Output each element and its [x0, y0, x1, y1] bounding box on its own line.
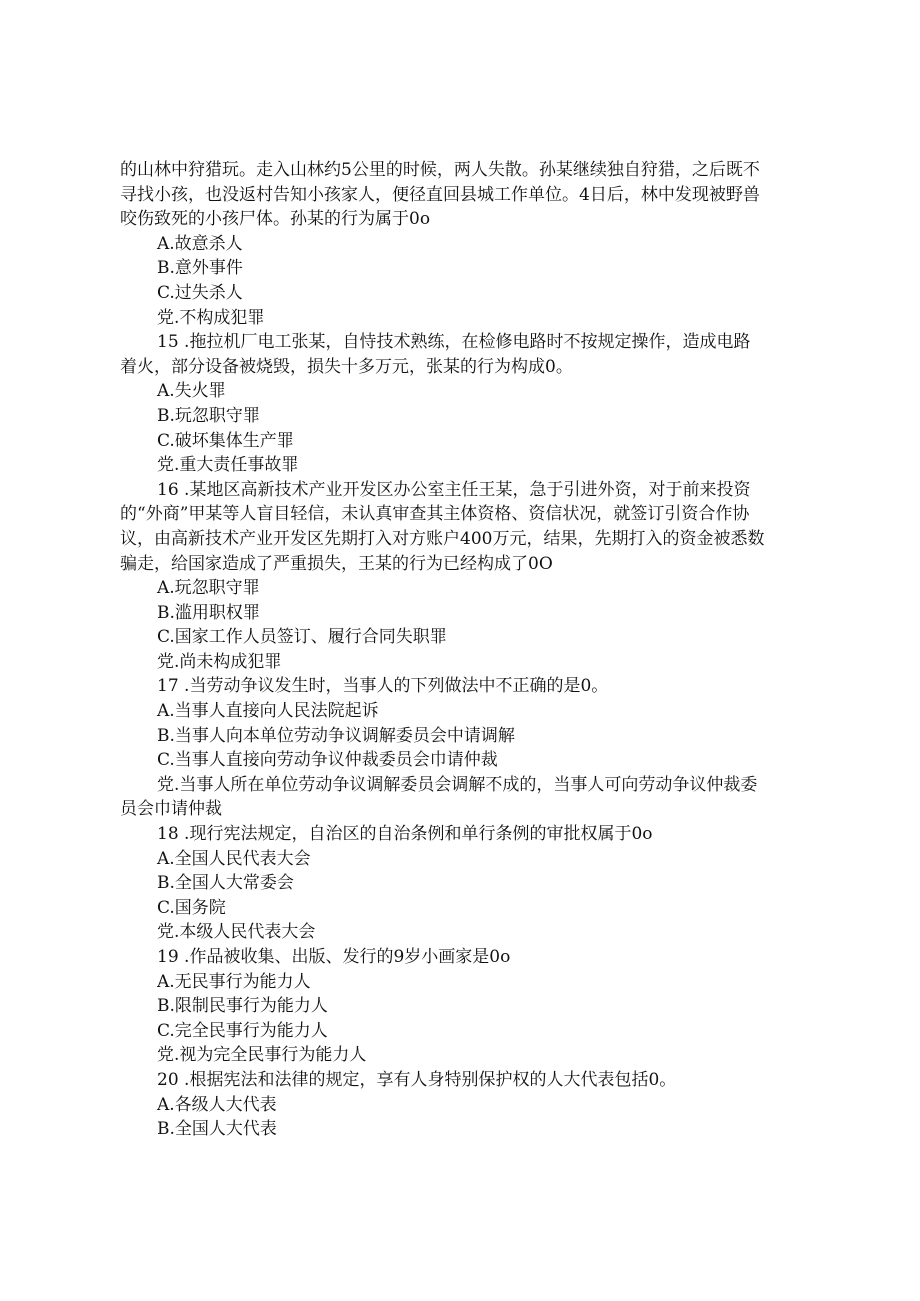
- option-b: B.玩忽职守罪: [157, 405, 260, 426]
- option-c: C.过失杀人: [157, 282, 243, 303]
- question-16-stem: 16 .某地区高新技术产业开发区办公室主任王某，急于引进外资，对于前来投资: [157, 479, 751, 500]
- option-a: A.全国人民代表大会: [157, 848, 311, 869]
- question-19-stem: 19 .作品被收集、出版、发行的9岁小画家是0o: [157, 947, 511, 967]
- question-16-stem: 议，由高新技术产业开发区先期打入对方账户400万元，结果，先期打入的资金被悉数: [120, 528, 765, 549]
- option-c: C.国家工作人员签订、履行合同失职罪: [157, 627, 447, 648]
- paragraph-line: 寻找小孩，也没返村告知小孩家人，便径直回县城工作单位。4日后，林中发现被野兽: [120, 184, 760, 205]
- question-18-stem: 18 .现行宪法规定，自治区的自治条例和单行条例的审批权属于0o: [157, 824, 653, 845]
- question-17-stem: 17 .当劳动争议发生时，当事人的下列做法中不正确的是0。: [157, 676, 609, 697]
- option-b: B.限制民事行为能力人: [157, 996, 328, 1017]
- question-20-stem: 20 .根据宪法和法律的规定，享有人身特别保护权的人大代表包括0。: [157, 1069, 677, 1090]
- option-b: B.全国人大常委会: [157, 873, 294, 894]
- option-a: A.无民事行为能力人: [157, 971, 311, 992]
- option-c: C.破坏集体生产罪: [157, 430, 294, 451]
- question-16-stem: 骗走，给国家造成了严重损失，王某的行为已经构成了0O: [120, 553, 553, 574]
- option-d: 党.尚未构成犯罪: [157, 651, 282, 672]
- question-15-stem: 15 .拖拉机厂电工张某，自恃技术熟练，在检修电路时不按规定操作，造成电路: [157, 332, 751, 353]
- option-a: A.各级人大代表: [157, 1094, 277, 1115]
- question-16-stem: 的“外商”甲某等人盲目轻信，未认真审查其主体资格、资信状况，就签订引资合作协: [120, 504, 750, 525]
- option-a: A.故意杀人: [157, 233, 243, 254]
- option-d-continued: 员会巾请仲裁: [120, 799, 222, 820]
- option-b: B.当事人向本单位劳动争议调解委员会中请调解: [157, 725, 515, 746]
- question-15-stem: 着火，部分设备被烧毁，损失十多万元，张某的行为构成0。: [120, 356, 573, 377]
- option-a: A.失火罪: [157, 381, 226, 402]
- paragraph-line: 咬伤致死的小孩尸体。孙某的行为属于0o: [120, 209, 431, 230]
- option-d: 党.当事人所在单位劳动争议调解委员会调解不成的，当事人可向劳动争议仲裁委: [157, 774, 758, 795]
- document-body: [120, 158, 816, 1142]
- option-d: 党.重大责任事故罪: [157, 455, 299, 476]
- option-b: B.滥用职权罪: [157, 602, 260, 623]
- option-d: 党.本级人民代表大会: [157, 922, 316, 943]
- option-b: B.全国人大代表: [157, 1119, 277, 1140]
- option-b: B.意外事件: [157, 258, 243, 279]
- option-d: 党.不构成犯罪: [157, 307, 265, 328]
- paragraph-line: 的山林中狩猎玩。走入山林约5公里的时候，两人失散。孙某继续独自狩猎，之后既不: [120, 160, 760, 180]
- option-a: A.玩忽职守罪: [157, 578, 260, 599]
- option-c: C.国务院: [157, 897, 226, 918]
- option-c: C.当事人直接向劳动争议仲裁委员会巾请仲裁: [157, 750, 498, 771]
- option-c: C.完全民事行为能力人: [157, 1020, 328, 1041]
- option-d: 党.视为完全民事行为能力人: [157, 1045, 367, 1066]
- option-a: A.当事人直接向人民法院起诉: [157, 701, 379, 722]
